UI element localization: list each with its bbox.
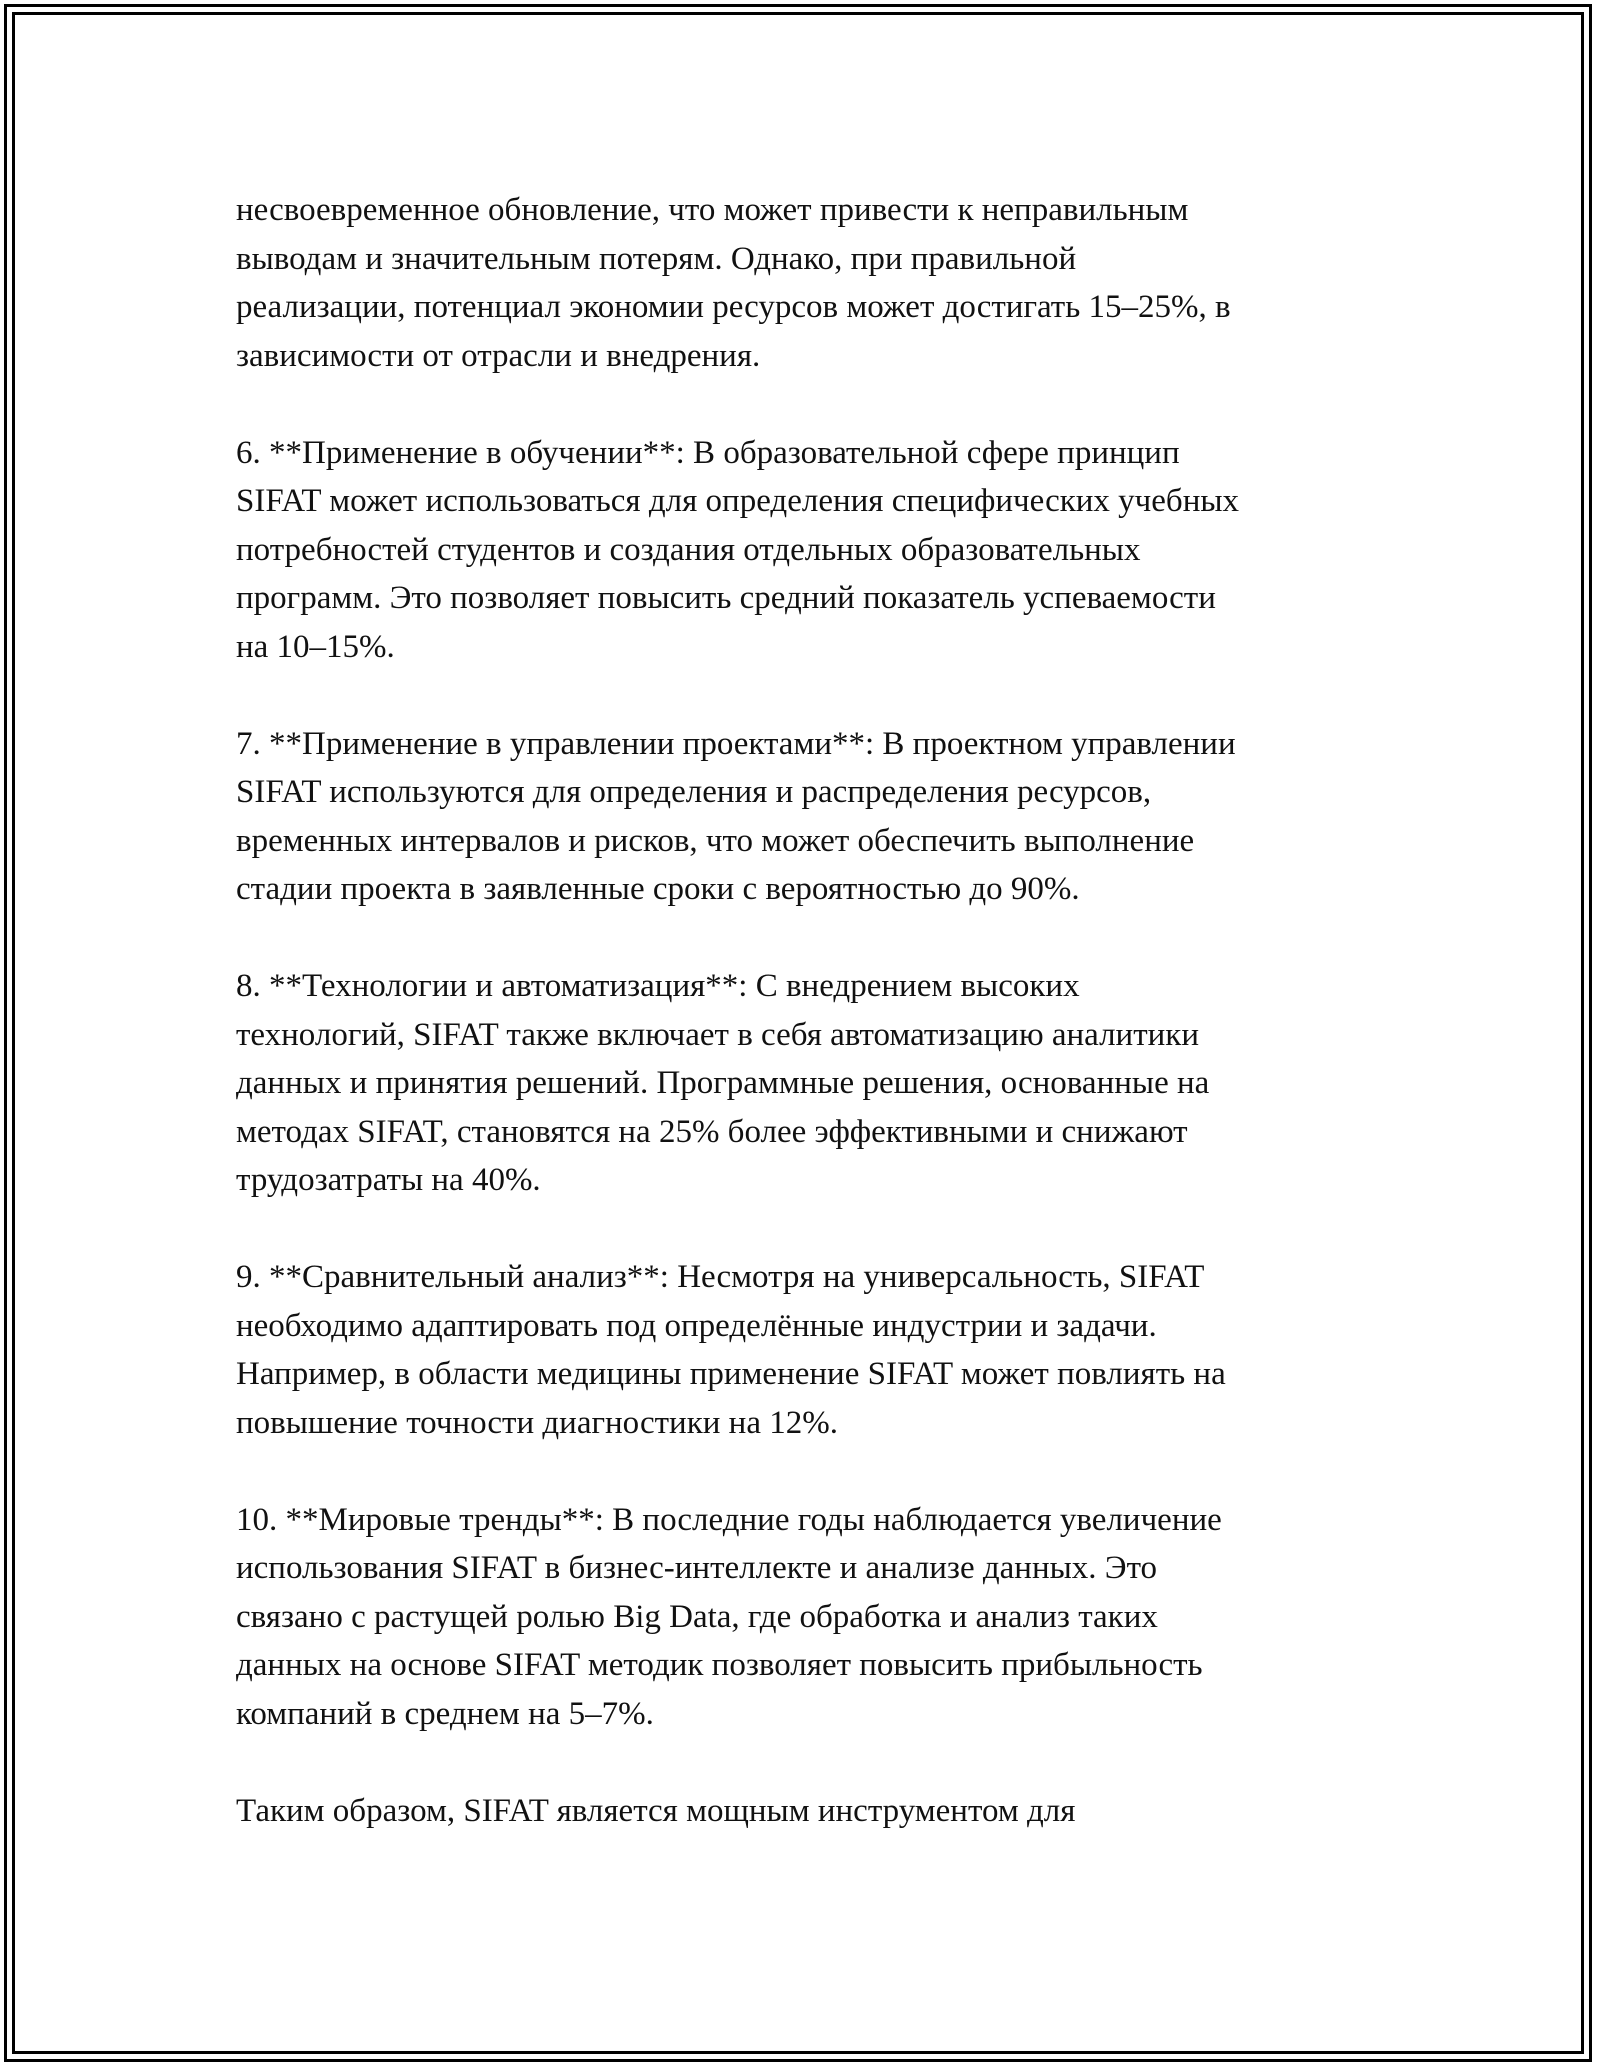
paragraph-continuation: несвоевременное обновление, что может привести к неправильным выводам и значительным потерям. Однако, при правильной реализации, потенциал экономии ресурсов может достигать 15–25%, в зависимости от отрасли и внедрения. (236, 192, 1231, 374)
paragraph-conclusion: Таким образом, SIFAT является мощным инструментом для (236, 1792, 1076, 1829)
paragraph-item-10: 10. **Мировые тренды**: В последние годы наблюдается увеличение использования SIFAT в бизнес-интеллекте и анализе данных. Это связано с растущей ролью Big Data, где обработка и анализ таких данных на основе SIFAT методик позволяет повысить прибыльность компаний в среднем на 5–7%. (236, 1501, 1222, 1732)
document-body (236, 186, 1396, 1884)
paragraph-item-7: 7. **Применение в управлении проектами**: В проектном управлении SIFAT используются для определения и распределения ресурсов, временных интервалов и рисков, что может обеспечить выполнение стадии проекта в заявленные сроки с вероятностью до 90%. (236, 725, 1236, 907)
paragraph-item-8: 8. **Технологии и автоматизация**: С внедрением высоких технологий, SIFAT также включает в себя автоматизацию аналитики данных и принятия решений. Программные решения, основанные на методах SIFAT, становятся на 25% более эффективными и снижают трудозатраты на 40%. (236, 968, 1210, 1198)
paragraph-item-6: 6. **Применение в обучении**: В образовательной сфере принцип SIFAT может использоваться для определения специфических учебных потребностей студентов и создания отдельных образовательных программ. Это позволяет повысить средний показатель успеваемости на 10–15%. (236, 434, 1240, 665)
paragraph-item-9: 9. **Сравнительный анализ**: Несмотря на универсальность, SIFAT необходимо адаптировать под определённые индустрии и задачи. Например, в области медицины применение SIFAT может повлиять на повышение точности диагностики на 12%. (236, 1259, 1226, 1441)
